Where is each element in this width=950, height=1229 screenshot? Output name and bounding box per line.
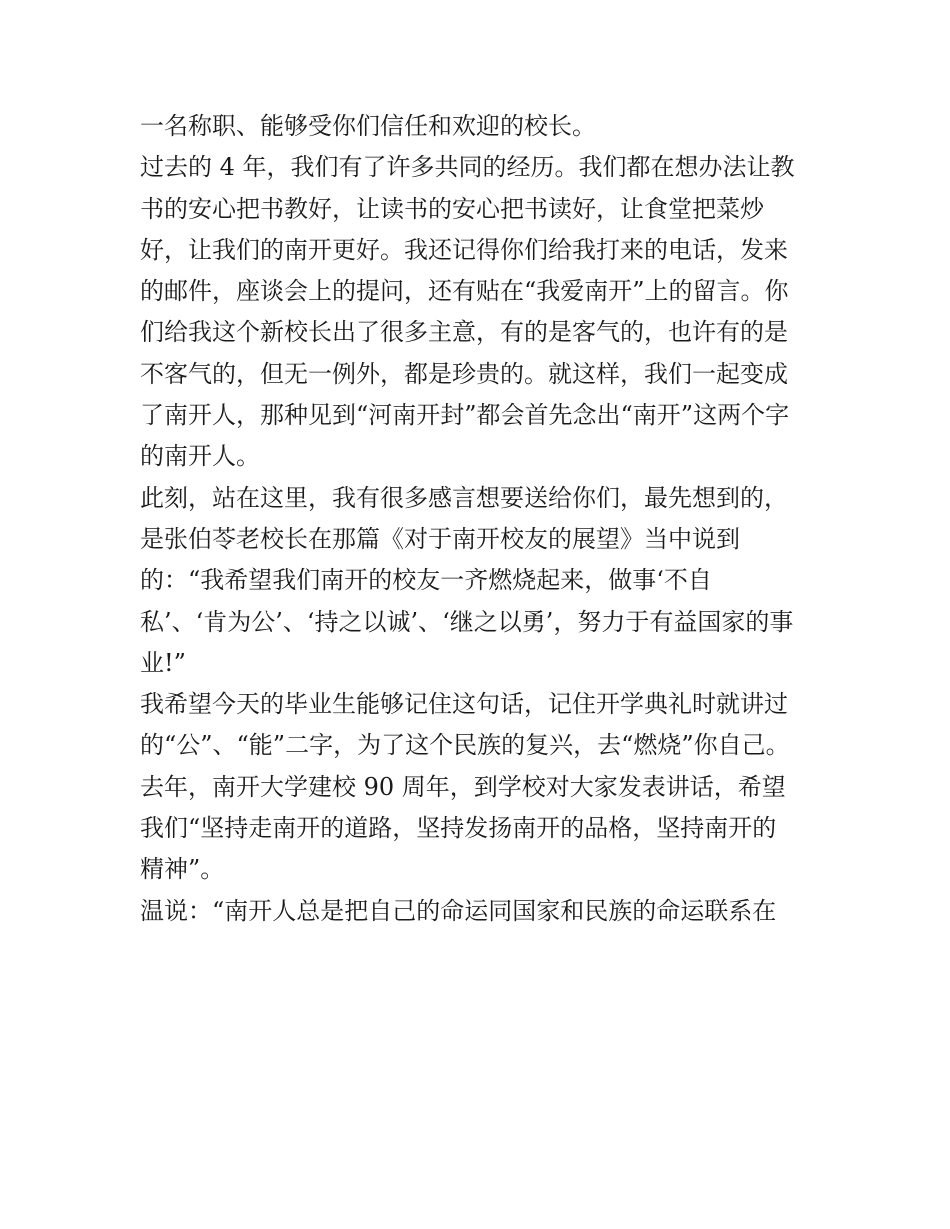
text-line: 我希望今天的毕业生能够记住这句话，记住开学典礼时就讲过: [140, 690, 788, 719]
text-line: 我们“坚持走南开的道路，坚持发扬南开的品格，坚持南开的: [140, 814, 777, 843]
text-line: 去年，南开大学建校 90 周年，到学校对大家发表讲话，希望: [140, 772, 786, 801]
text-line: 是张伯苓老校长在那篇《对于南开校友的展望》当中说到: [140, 524, 740, 553]
text-line: 此刻，站在这里，我有很多感言想要送给你们，最先想到的，: [140, 483, 788, 512]
text-line: 温说：“南开人总是把自己的命运同国家和民族的命运联系在: [140, 896, 777, 925]
text-line: 的“公”、“能”二字，为了这个民族的复兴，去“燃烧”你自己。: [140, 731, 790, 760]
text-line: 业!”: [140, 648, 186, 677]
text-line: 的：“我希望我们南开的校友一齐燃烧起来，做事‘不自: [140, 566, 712, 595]
text-line: 过去的 4 年，我们有了许多共同的经历。我们都在想办法让教: [140, 153, 795, 182]
speech-text: [140, 106, 830, 932]
text-line: 的邮件，座谈会上的提问，还有贴在“我爱南开”上的留言。你: [140, 277, 789, 306]
text-line: 好，让我们的南开更好。我还记得你们给我打来的电话，发来: [140, 235, 788, 264]
text-line: 一名称职、能够受你们信任和欢迎的校长。: [140, 112, 596, 140]
text-line: 书的安心把书教好，让读书的安心把书读好，让食堂把菜炒: [140, 194, 764, 223]
text-line: 私’、‘肯为公’、‘持之以诚’、‘继之以勇’，努力于有益国家的事: [140, 607, 794, 636]
text-line: 们给我这个新校长出了很多主意，有的是客气的，也许有的是: [140, 318, 788, 347]
text-line: 了南开人，那种见到“河南开封”都会首先念出“南开”这两个字: [140, 401, 790, 430]
text-line: 的南开人。: [140, 442, 260, 471]
text-line: 精神”。: [140, 855, 225, 884]
text-line: 不客气的，但无一例外，都是珍贵的。就这样，我们一起变成: [140, 359, 788, 388]
